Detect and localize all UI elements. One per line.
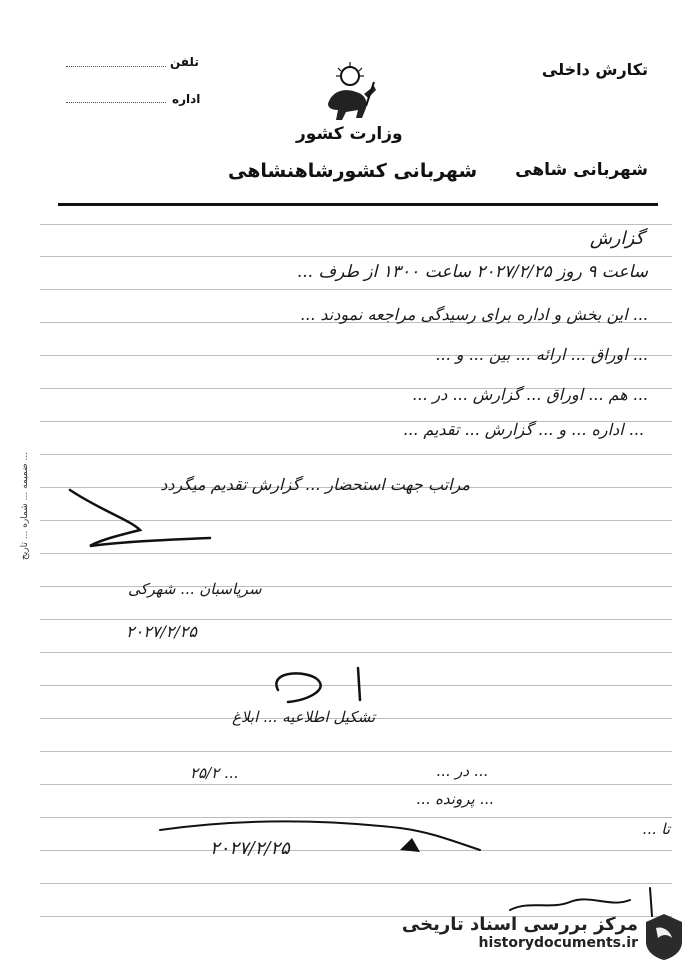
ruled-line	[40, 224, 672, 225]
signature-scribble-1	[60, 480, 220, 560]
signature-scribble-3	[150, 810, 490, 870]
department-label: اداره	[172, 92, 201, 106]
archive-logo-icon	[642, 912, 686, 962]
watermark-url: historydocuments.ir	[478, 935, 638, 951]
lion-and-sun-emblem-icon	[316, 60, 380, 124]
signer-date: ۲۰۲۷/۲/۲۵	[126, 622, 197, 641]
handwritten-line-4: ... هم ... اوراق ... گزارش ... در ...	[412, 385, 648, 404]
header-divider	[58, 203, 658, 206]
annotation-line-3: ... در ...	[436, 762, 489, 780]
handwritten-line-5: ... اداره ... و ... گزارش ... تقدیم ...	[402, 420, 644, 439]
handwritten-heading: گزارش	[589, 228, 644, 249]
signer-name: سرپاسبان ... شهرکی	[128, 580, 262, 598]
handwritten-line-2: ... این بخش و اداره برای رسیدگی مراجعه نمودند ...	[300, 305, 648, 324]
annotation-date: ۲۰۲۷/۲/۲۵	[210, 838, 290, 859]
margin-note: ضمیمه ... شماره ... تاریخ ...	[20, 451, 30, 560]
phone-label: تلفن	[170, 55, 199, 69]
annotation-line-5: تا ...	[642, 820, 670, 838]
watermark	[402, 914, 638, 951]
ruled-line	[40, 652, 672, 653]
watermark-title: مرکز بررسی اسناد تاریخی	[401, 914, 638, 935]
police-heading-left: شهربانی کشورشاهنشاهی	[228, 160, 478, 182]
annotation-line-1: تشکیل اطلاعیه ... ابلاغ	[232, 708, 376, 726]
ruled-line	[40, 289, 672, 290]
handwritten-line-1: ساعت ۹ روز ۲۰۲۷/۲/۲۵ ساعت ۱۳۰۰ از طرف ...	[296, 262, 648, 282]
ruled-line	[40, 619, 672, 620]
ruled-line	[40, 454, 672, 455]
ruled-line	[40, 256, 672, 257]
handwritten-line-3: ... اوراق ... ارائه ... بین ... و ...	[435, 345, 648, 364]
report-type-heading: تکارش داخلی	[541, 60, 648, 79]
police-heading-right: شهربانی شاهی	[515, 160, 648, 180]
phone-field-line	[66, 66, 166, 67]
annotation-line-4: ... پرونده ...	[416, 790, 494, 808]
ministry-heading: وزارت کشور	[296, 124, 403, 144]
department-field-line	[66, 102, 166, 103]
ruled-line	[40, 784, 672, 785]
handwritten-line-6: مراتب جهت استحضار ... گزارش تقدیم میگردد	[160, 475, 470, 494]
annotation-line-2: ... ۲۵/۲	[190, 764, 239, 782]
ruled-line	[40, 751, 672, 752]
